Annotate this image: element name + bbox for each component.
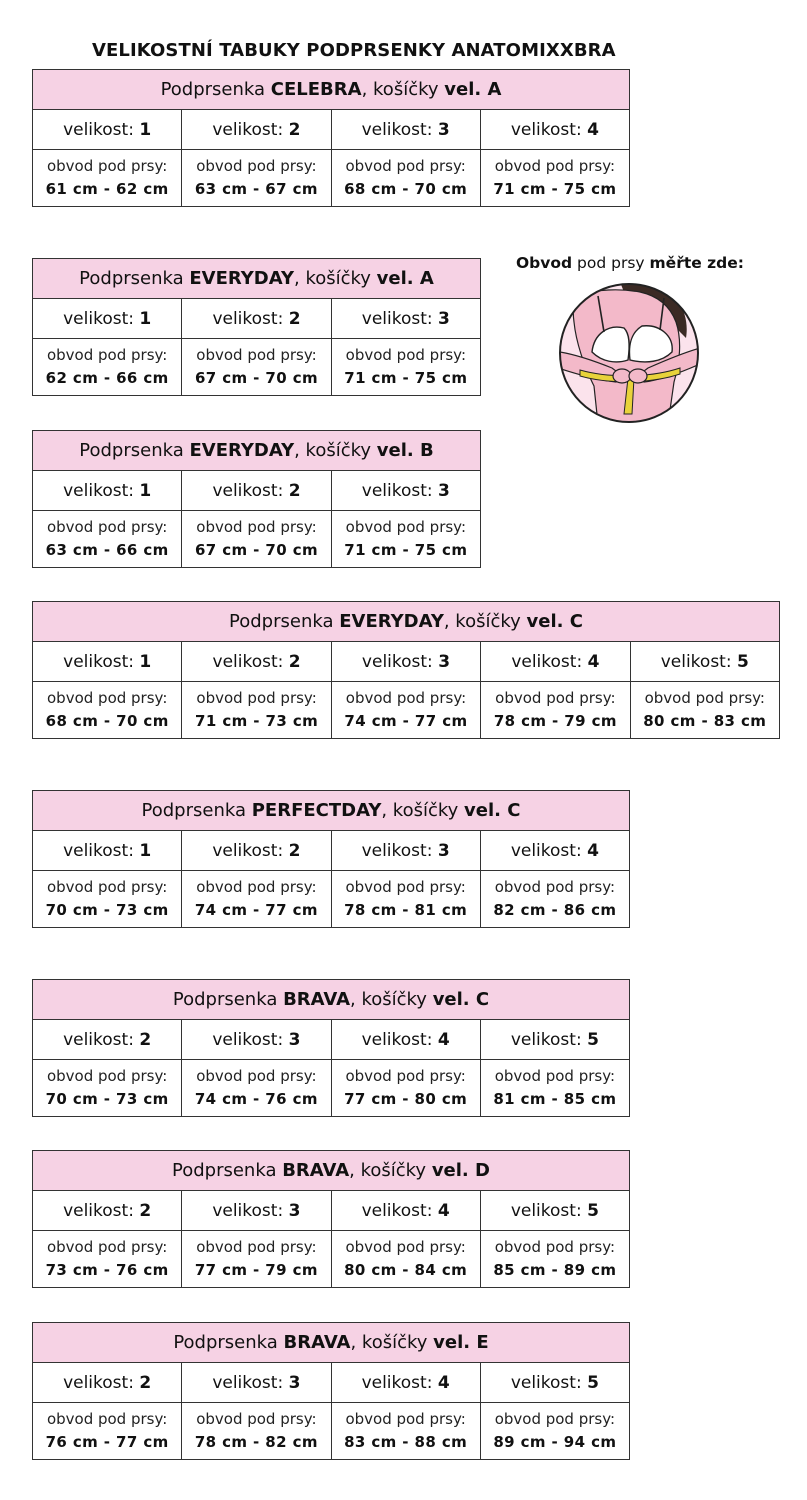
size-cell	[182, 110, 331, 150]
measure-cell	[182, 511, 331, 568]
size-value: 2	[288, 651, 301, 672]
measure-label: obvod pod prsy:	[196, 1238, 317, 1256]
product-prefix: Podprsenka	[79, 440, 190, 461]
measure-cell	[331, 150, 480, 207]
size-cell	[33, 471, 182, 511]
measure-range: 70 cm - 73 cm	[45, 1090, 169, 1108]
measure-label: obvod pod prsy:	[494, 1410, 616, 1428]
measure-row	[33, 511, 481, 568]
size-label: velikost:	[63, 840, 140, 861]
size-label: velikost:	[510, 840, 588, 861]
size-cell	[331, 642, 480, 682]
measure-range: 71 cm - 75 cm	[344, 369, 468, 387]
measure-range: 70 cm - 73 cm	[45, 901, 169, 919]
size-value: 2	[139, 1372, 152, 1393]
cups-prefix: , košíčky	[294, 268, 377, 289]
measure-range: 63 cm - 67 cm	[194, 180, 318, 198]
size-value: 3	[288, 1372, 301, 1393]
measure-label: obvod pod prsy:	[196, 1067, 317, 1085]
measure-note	[510, 254, 750, 272]
size-label: velikost:	[212, 1372, 289, 1393]
measure-row	[33, 1231, 630, 1288]
size-cell	[481, 642, 630, 682]
table-header	[33, 980, 630, 1020]
size-cell	[480, 831, 629, 871]
measure-cell	[182, 339, 331, 396]
measure-range: 80 cm - 83 cm	[643, 712, 767, 730]
cup-size: vel. D	[431, 1160, 490, 1181]
product-name: EVERYDAY	[189, 440, 295, 461]
cups-prefix: , košíčky	[294, 440, 377, 461]
size-row	[33, 299, 481, 339]
size-table	[32, 430, 481, 568]
cup-size: vel. C	[432, 989, 490, 1010]
measure-label: obvod pod prsy:	[46, 157, 168, 175]
size-cell	[33, 831, 182, 871]
measure-cell	[182, 1231, 331, 1288]
product-name: PERFECTDAY	[251, 800, 382, 821]
measure-cell	[182, 682, 331, 739]
size-value: 4	[437, 1372, 450, 1393]
cups-prefix: , košíčky	[361, 79, 445, 100]
size-cell	[331, 1020, 480, 1060]
measure-cell	[331, 1060, 480, 1117]
table-header	[33, 70, 630, 110]
table-header-row	[33, 602, 780, 642]
measure-cell	[331, 1231, 480, 1288]
measure-range: 85 cm - 89 cm	[493, 1261, 617, 1279]
size-value: 3	[437, 840, 450, 861]
measure-range: 78 cm - 79 cm	[493, 712, 617, 730]
size-label: velikost:	[63, 1372, 140, 1393]
measure-label: obvod pod prsy:	[345, 157, 466, 175]
measure-cell	[331, 1403, 480, 1460]
size-row	[33, 1020, 630, 1060]
product-prefix: Podprsenka	[79, 268, 190, 289]
product-prefix: Podprsenka	[229, 611, 340, 632]
size-label: velikost:	[63, 1029, 140, 1050]
size-value: 4	[587, 840, 599, 861]
size-value: 1	[139, 480, 152, 501]
measure-range: 78 cm - 81 cm	[344, 901, 468, 919]
measure-range: 73 cm - 76 cm	[45, 1261, 169, 1279]
measure-note-strong-1: Obvod	[516, 254, 573, 272]
measure-range: 89 cm - 94 cm	[493, 1433, 617, 1451]
cup-size: vel. A	[444, 79, 502, 100]
size-value: 1	[139, 119, 152, 140]
product-name: EVERYDAY	[189, 268, 294, 289]
product-name: CELEBRA	[270, 79, 362, 100]
size-cell	[33, 1363, 182, 1403]
size-row	[33, 1191, 630, 1231]
cups-prefix: , košíčky	[350, 1332, 434, 1353]
measure-cell	[480, 150, 629, 207]
product-name: BRAVA	[282, 1160, 350, 1181]
measure-label: obvod pod prsy:	[46, 1067, 168, 1085]
measure-range: 81 cm - 85 cm	[493, 1090, 617, 1108]
size-value: 2	[288, 480, 301, 501]
measure-row	[33, 1403, 630, 1460]
size-value: 5	[587, 1029, 599, 1050]
measure-range: 74 cm - 77 cm	[194, 901, 318, 919]
size-value: 3	[438, 308, 450, 329]
size-value: 3	[438, 480, 450, 501]
measure-cell	[33, 871, 182, 928]
size-cell	[182, 1020, 331, 1060]
product-prefix: Podprsenka	[172, 989, 284, 1010]
size-label: velikost:	[63, 651, 140, 672]
measure-label: obvod pod prsy:	[345, 518, 467, 536]
product-prefix: Podprsenka	[173, 1332, 284, 1353]
size-label: velikost:	[361, 1372, 438, 1393]
measure-range: 83 cm - 88 cm	[344, 1433, 468, 1451]
size-cell	[480, 1191, 629, 1231]
measure-cell	[182, 150, 331, 207]
table-header-row	[33, 1323, 630, 1363]
size-value: 5	[587, 1372, 599, 1393]
measure-label: obvod pod prsy:	[196, 689, 317, 707]
cups-prefix: , košíčky	[381, 800, 465, 821]
size-label: velikost:	[63, 1200, 140, 1221]
size-label: velikost:	[212, 1029, 289, 1050]
size-value: 3	[437, 119, 450, 140]
cup-size: vel. A	[376, 268, 434, 289]
size-value: 2	[288, 308, 301, 329]
size-label: velikost:	[510, 1372, 588, 1393]
size-cell	[480, 1020, 629, 1060]
table-header-row	[33, 791, 630, 831]
measure-label: obvod pod prsy:	[46, 1410, 168, 1428]
measure-range: 68 cm - 70 cm	[45, 712, 169, 730]
size-label: velikost:	[212, 119, 289, 140]
measure-cell	[331, 682, 480, 739]
measure-label: obvod pod prsy:	[46, 518, 168, 536]
size-cell	[33, 1191, 182, 1231]
measure-label: obvod pod prsy:	[345, 1410, 466, 1428]
table-header	[33, 431, 481, 471]
size-cell	[331, 831, 480, 871]
measure-cell	[33, 1403, 182, 1460]
size-table	[32, 258, 481, 396]
product-name: BRAVA	[283, 1332, 351, 1353]
measure-cell	[480, 871, 629, 928]
measure-range: 71 cm - 75 cm	[344, 541, 468, 559]
size-cell	[33, 110, 182, 150]
product-prefix: Podprsenka	[160, 79, 271, 100]
measure-range: 74 cm - 76 cm	[194, 1090, 318, 1108]
measure-label: obvod pod prsy:	[345, 1067, 466, 1085]
size-row	[33, 1363, 630, 1403]
product-prefix: Podprsenka	[141, 800, 252, 821]
measure-label: obvod pod prsy:	[196, 878, 317, 896]
size-value: 2	[288, 119, 301, 140]
size-table	[32, 69, 630, 207]
measure-label: obvod pod prsy:	[345, 878, 466, 896]
size-value: 4	[587, 119, 599, 140]
size-label: velikost:	[212, 840, 289, 861]
measure-label: obvod pod prsy:	[47, 689, 168, 707]
size-cell	[182, 1191, 331, 1231]
size-cell	[331, 110, 480, 150]
measure-label: obvod pod prsy:	[644, 689, 765, 707]
measure-range: 76 cm - 77 cm	[45, 1433, 169, 1451]
cup-size: vel. C	[526, 611, 583, 632]
size-label: velikost:	[660, 651, 737, 672]
measure-cell	[33, 1231, 182, 1288]
size-table	[32, 1150, 630, 1288]
measure-range: 77 cm - 80 cm	[344, 1090, 468, 1108]
size-label: velikost:	[63, 480, 140, 501]
size-value: 1	[139, 651, 152, 672]
size-value: 3	[288, 1029, 301, 1050]
measure-note-text: pod prsy	[572, 254, 650, 272]
size-label: velikost:	[510, 1029, 588, 1050]
size-value: 1	[139, 840, 152, 861]
measure-label: obvod pod prsy:	[494, 1238, 616, 1256]
measure-range: 62 cm - 66 cm	[45, 369, 169, 387]
size-value: 4	[587, 651, 600, 672]
measure-cell	[331, 339, 480, 396]
table-header	[33, 791, 630, 831]
size-row	[33, 831, 630, 871]
size-label: velikost:	[511, 651, 588, 672]
size-cell	[480, 110, 629, 150]
size-cell	[480, 1363, 629, 1403]
size-cell	[182, 299, 331, 339]
measure-cell	[33, 150, 182, 207]
size-cell	[331, 1363, 480, 1403]
measure-range: 67 cm - 70 cm	[194, 541, 319, 559]
measure-range: 80 cm - 84 cm	[344, 1261, 468, 1279]
size-cell	[33, 1020, 182, 1060]
measure-range: 67 cm - 70 cm	[194, 369, 319, 387]
size-value: 5	[587, 1200, 599, 1221]
measuring-tape-under-bust-icon	[558, 282, 700, 424]
size-label: velikost:	[212, 480, 289, 501]
table-header-row	[33, 70, 630, 110]
measure-label: obvod pod prsy:	[495, 689, 616, 707]
size-cell	[33, 299, 182, 339]
size-label: velikost:	[361, 480, 439, 501]
measure-range: 77 cm - 79 cm	[194, 1261, 318, 1279]
size-value: 1	[139, 308, 152, 329]
cup-size: vel. E	[433, 1332, 489, 1353]
table-header	[33, 1151, 630, 1191]
cup-size: vel. B	[376, 440, 434, 461]
measure-note-strong-2: měřte zde:	[649, 254, 744, 272]
measure-cell	[182, 1403, 331, 1460]
size-cell	[33, 642, 182, 682]
measure-label: obvod pod prsy:	[196, 1410, 317, 1428]
measure-label: obvod pod prsy:	[196, 346, 317, 364]
size-label: velikost:	[361, 1029, 438, 1050]
size-label: velikost:	[361, 308, 439, 329]
product-prefix: Podprsenka	[172, 1160, 283, 1181]
measure-label: obvod pod prsy:	[494, 157, 616, 175]
measure-row	[33, 150, 630, 207]
size-table	[32, 1322, 630, 1460]
size-table	[32, 790, 630, 928]
page-title: VELIKOSTNÍ TABUKY PODPRSENKY ANATOMIXXBRA	[92, 40, 616, 61]
size-value: 3	[288, 1200, 301, 1221]
size-cell	[630, 642, 779, 682]
size-cell	[182, 831, 331, 871]
measure-label: obvod pod prsy:	[345, 1238, 466, 1256]
measure-label: obvod pod prsy:	[345, 346, 467, 364]
measure-row	[33, 1060, 630, 1117]
size-label: velikost:	[63, 308, 140, 329]
measure-row	[33, 871, 630, 928]
measure-row	[33, 339, 481, 396]
size-row	[33, 110, 630, 150]
size-value: 5	[736, 651, 749, 672]
size-value: 4	[437, 1029, 450, 1050]
size-label: velikost:	[361, 840, 438, 861]
measure-cell	[331, 871, 480, 928]
table-header	[33, 259, 481, 299]
product-name: EVERYDAY	[339, 611, 444, 632]
cup-size: vel. C	[464, 800, 521, 821]
measure-label: obvod pod prsy:	[196, 157, 317, 175]
measure-label: obvod pod prsy:	[46, 346, 168, 364]
product-name: BRAVA	[283, 989, 351, 1010]
measure-label: obvod pod prsy:	[345, 689, 467, 707]
size-cell	[331, 299, 480, 339]
measure-cell	[480, 1231, 629, 1288]
measure-cell	[182, 871, 331, 928]
measure-row	[33, 682, 780, 739]
measure-range: 61 cm - 62 cm	[45, 180, 169, 198]
measure-range: 68 cm - 70 cm	[344, 180, 468, 198]
table-header-row	[33, 259, 481, 299]
size-value: 2	[139, 1029, 152, 1050]
measure-cell	[33, 682, 182, 739]
size-cell	[182, 642, 331, 682]
measure-cell	[33, 511, 182, 568]
measure-range: 74 cm - 77 cm	[344, 712, 468, 730]
measure-range: 78 cm - 82 cm	[194, 1433, 318, 1451]
measure-range: 63 cm - 66 cm	[45, 541, 169, 559]
size-label: velikost:	[510, 119, 588, 140]
table-header-row	[33, 1151, 630, 1191]
measure-cell	[480, 1403, 629, 1460]
size-label: velikost:	[361, 119, 438, 140]
measure-label: obvod pod prsy:	[196, 518, 317, 536]
measure-cell	[33, 339, 182, 396]
table-header-row	[33, 980, 630, 1020]
size-cell	[182, 471, 331, 511]
size-label: velikost:	[361, 1200, 438, 1221]
size-row	[33, 471, 481, 511]
size-label: velikost:	[212, 1200, 289, 1221]
measure-range: 82 cm - 86 cm	[493, 901, 617, 919]
size-table	[32, 979, 630, 1117]
cups-prefix: , košíčky	[349, 1160, 432, 1181]
measure-cell	[331, 511, 480, 568]
measure-cell	[182, 1060, 331, 1117]
measure-cell	[33, 1060, 182, 1117]
size-row	[33, 642, 780, 682]
table-header	[33, 1323, 630, 1363]
size-cell	[182, 1363, 331, 1403]
size-label: velikost:	[361, 651, 439, 672]
size-label: velikost:	[212, 651, 289, 672]
size-value: 2	[288, 840, 301, 861]
size-cell	[331, 471, 480, 511]
measure-label: obvod pod prsy:	[494, 878, 616, 896]
size-cell	[331, 1191, 480, 1231]
size-label: velikost:	[63, 119, 140, 140]
size-label: velikost:	[510, 1200, 588, 1221]
measure-label: obvod pod prsy:	[494, 1067, 616, 1085]
measure-cell	[481, 682, 630, 739]
size-value: 3	[438, 651, 451, 672]
measure-label: obvod pod prsy:	[46, 878, 168, 896]
cups-prefix: , košíčky	[350, 989, 433, 1010]
size-label: velikost:	[212, 308, 289, 329]
measure-range: 71 cm - 73 cm	[195, 712, 319, 730]
cups-prefix: , košíčky	[443, 611, 527, 632]
measure-range: 71 cm - 75 cm	[493, 180, 617, 198]
measure-cell	[480, 1060, 629, 1117]
size-table	[32, 601, 780, 739]
table-header	[33, 602, 780, 642]
measure-cell	[630, 682, 779, 739]
measure-label: obvod pod prsy:	[46, 1238, 168, 1256]
size-value: 4	[437, 1200, 450, 1221]
table-header-row	[33, 431, 481, 471]
size-value: 2	[139, 1200, 152, 1221]
